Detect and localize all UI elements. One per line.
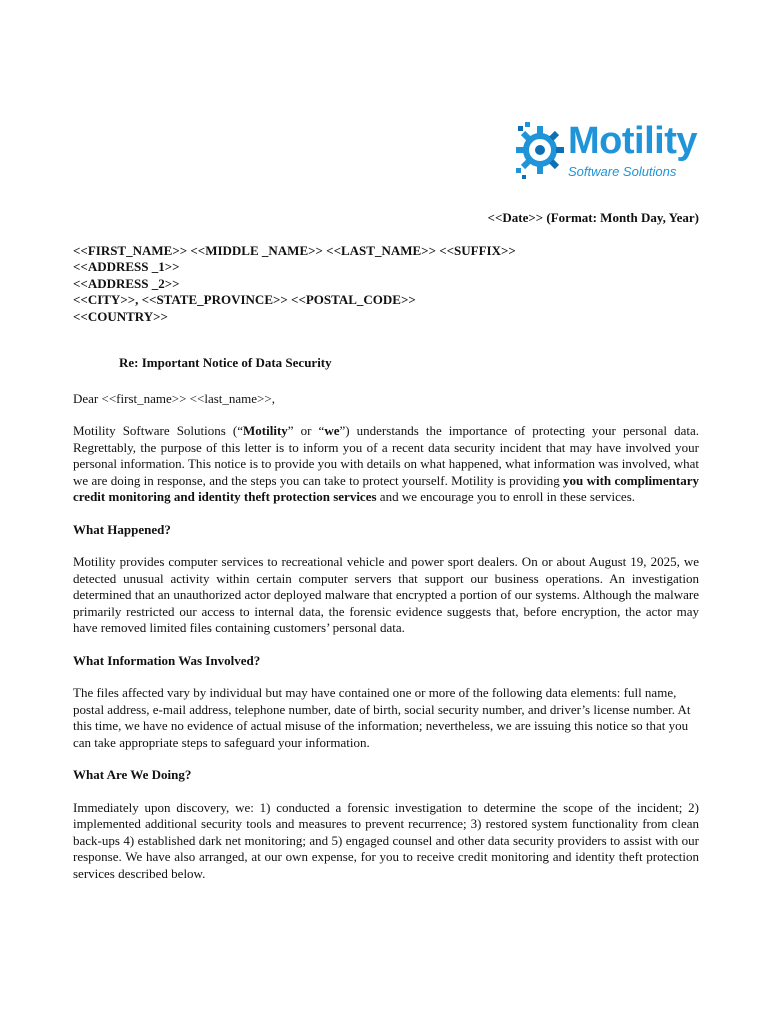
address-line: <<FIRST_NAME>> <<MIDDLE _NAME>> <<LAST_NAME>> <<SUFFIX>>: [73, 242, 516, 258]
section-body: Immediately upon discovery, we: 1) conducted a forensic investigation to determine the scope of the incident; 2) implemented additional security tools and measures to prevent recurrence; 3) restored system functionality from clean back-ups 4) established dark net monitoring; and 5) engaged counsel and other data security providers to assist with our response. We have also arranged, at our own expense, for you to receive credit monitoring and identity theft protection services described below.: [73, 799, 699, 881]
brand-tagline: Software Solutions: [568, 164, 677, 179]
intro-text: ”) understands the importance of protecting your personal data. Regrettably, the purpose of this letter is to inform you of a recent data security incident that may have involved your personal information. This notice is to provide you with details on what happened, what information was involved, what we are doing in response, and the steps you can take to protect yourself. Motility is providing: [73, 423, 699, 488]
section-body: The files affected vary by individual but may have contained one or more of the following data elements: full name, postal address, e-mail address, telephone number, date of birth, social security number, and driver’s license number. At this time, we have no evidence of actual misuse of the information; nevertheless, we are issuing this notice so that you can take appropriate steps to safeguard your information.: [73, 685, 691, 750]
section-heading: What Information Was Involved?: [73, 652, 261, 668]
address-line: <<ADDRESS _1>>: [73, 259, 180, 274]
salutation: Dear <<first_name>> <<last_name>>,: [73, 390, 275, 406]
subject-line: Re: Important Notice of Data Security: [119, 355, 332, 370]
intro-bold: you with complimentary credit monitoring and identity theft protection services: [73, 472, 699, 504]
recipient-address: [73, 243, 699, 326]
intro-paragraph: [73, 423, 699, 506]
intro-text: Motility Software Solutions (“: [73, 423, 244, 438]
address-line: <<COUNTRY>>: [73, 308, 168, 324]
intro-bold: we: [324, 423, 340, 438]
address-line: <<ADDRESS _2>>: [73, 275, 180, 291]
letter-body: [73, 210, 699, 898]
intro-text: and we encourage you to enroll in these services.: [376, 489, 636, 504]
section-heading: What Are We Doing?: [73, 767, 192, 782]
intro-bold: Motility: [243, 423, 288, 438]
address-line: <<CITY>>, <<STATE_PROVINCE>> <<POSTAL_CODE>>: [73, 292, 416, 307]
section-body: Motility provides computer services to recreational vehicle and power sport dealers. On or about August 19, 2025, we detected unusual activity within certain computer servers that support our business operations. An investigation determined that an unauthorized actor deployed malware that encrypted a portion of our systems. Although the malware primarily restricted our access to internal data, the forensic evidence suggests that, before encryption, the actor may have removed limited files containing customers’ personal data.: [73, 554, 699, 635]
brand-name: Motility: [568, 120, 697, 162]
intro-text: ” or “: [287, 423, 325, 438]
section-heading: What Happened?: [73, 521, 171, 537]
date-line: <<Date>> (Format: Month Day, Year): [487, 210, 699, 225]
